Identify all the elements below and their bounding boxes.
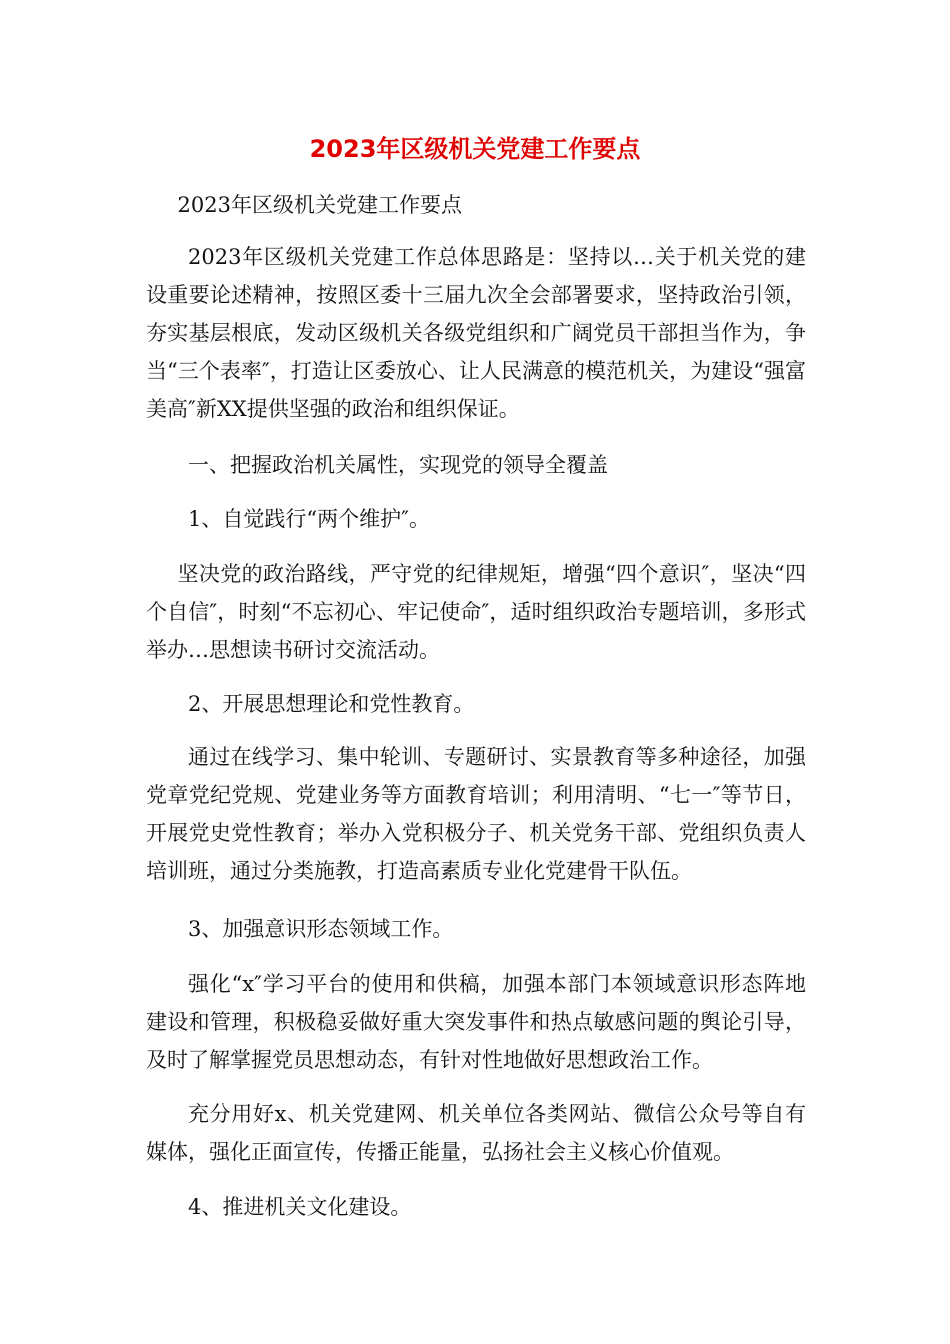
paragraph-item-3: 强化“x″学习平台的使用和供稿，加强本部门本领域意识形态阵地建设和管理，积极稳妥做好重大突发事件和热点敏感问题的舆论引导，及时了解掌握党员思想动态，有针对性地做好思想政治工作。 — [146, 972, 806, 1072]
item-heading-2: 2、开展思想理论和党性教育。 — [188, 692, 475, 716]
paragraph-media: 充分用好x、机关党建网、机关单位各类网站、微信公众号等自有媒体，强化正面宣传，传播正能量，弘扬社会主义核心价值观。 — [146, 1102, 806, 1164]
document-subtitle: 2023年区级机关党建工作要点 — [177, 193, 462, 217]
item-heading-4: 4、推进机关文化建设。 — [188, 1195, 412, 1219]
paragraph-item-2: 通过在线学习、集中轮训、专题研讨、实景教育等多种途径，加强党章党纪党规、党建业务等方面教育培训；利用清明、“七一″等节日，开展党史党性教育；举办入党积极分子、机关党务干部、党组织负责人培训班，通过分类施教，打造高素质专业化党建骨干队伍。 — [146, 745, 806, 883]
item-heading-3: 3、加强意识形态领域工作。 — [188, 917, 454, 941]
section-heading-1: 一、把握政治机关属性，实现党的领导全覆盖 — [188, 453, 608, 477]
document-title: 2023年区级机关党建工作要点 — [309, 135, 641, 163]
paragraph-item-1: 坚决党的政治路线，严守党的纪律规矩，增强“四个意识″，坚决“四个自信″，时刻“不忘初心、牢记使命″，适时组织政治专题培训，多形式举办…思想读书研讨交流活动。 — [146, 562, 806, 662]
item-heading-1: 1、自觉践行“两个维护″。 — [188, 507, 430, 531]
paragraph-overview: 2023年区级机关党建工作总体思路是：坚持以…关于机关党的建设重要论述精神，按照区委十三届九次全会部署要求，坚持政治引领，夯实基层根底，发动区级机关各级党组织和广阔党员干部担当作为，争当“三个表率″，打造让区委放心、让人民满意的模范机关，为建设“强富美高″新XX提供坚强的政治和组织保证。 — [146, 245, 806, 421]
